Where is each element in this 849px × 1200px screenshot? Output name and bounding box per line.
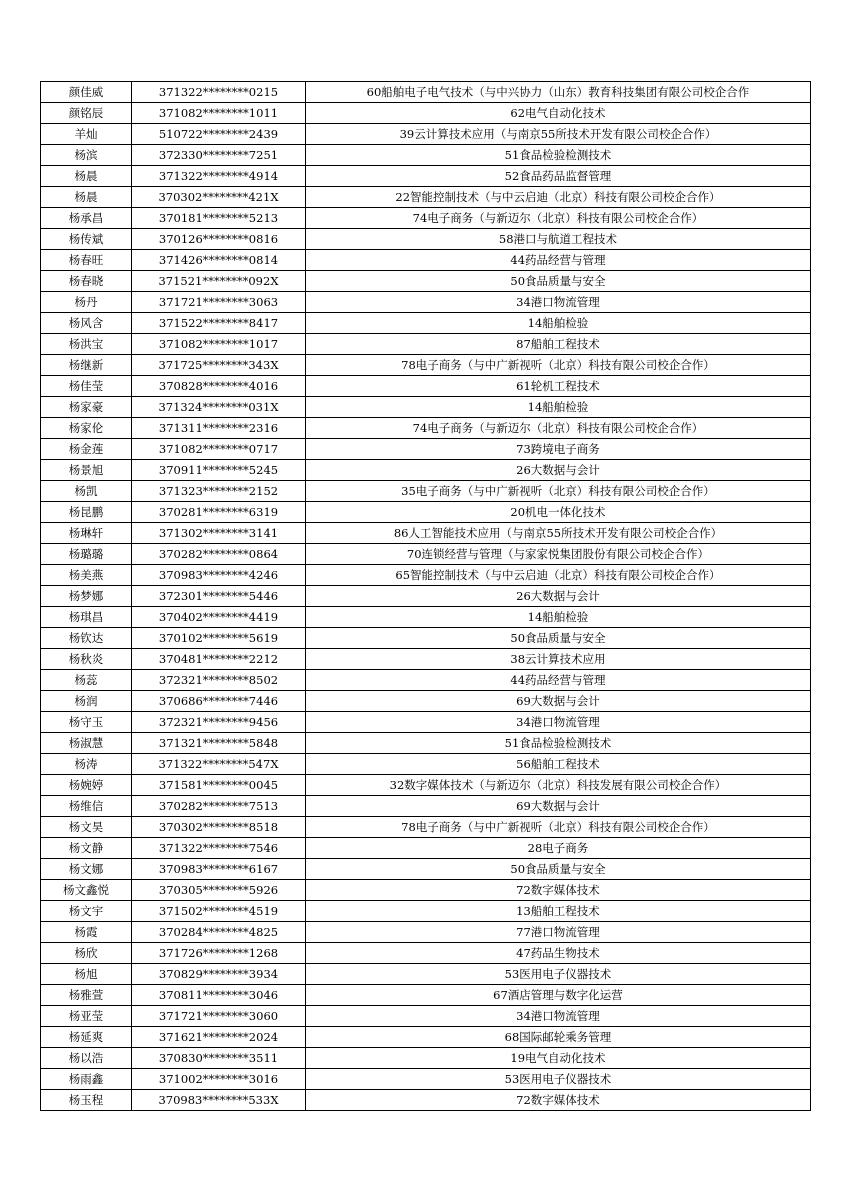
major-cell: 87船舶工程技术 [306, 334, 811, 355]
student-name-cell: 杨欣 [41, 943, 132, 964]
major-cell: 14船舶检验 [306, 313, 811, 334]
table-row [41, 523, 811, 544]
student-name-cell: 杨晨 [41, 187, 132, 208]
id-number-cell: 370686********7446 [132, 691, 306, 712]
student-name-cell: 杨琳轩 [41, 523, 132, 544]
major-cell: 86人工智能技术应用（与南京55所技术开发有限公司校企合作） [306, 523, 811, 544]
major-cell: 14船舶检验 [306, 397, 811, 418]
table-row [41, 1069, 811, 1090]
table-row [41, 859, 811, 880]
id-number-cell: 372330********7251 [132, 145, 306, 166]
major-cell: 74电子商务（与新迈尔（北京）科技有限公司校企合作） [306, 418, 811, 439]
student-name-cell: 杨润 [41, 691, 132, 712]
table-row [41, 691, 811, 712]
table-row [41, 397, 811, 418]
table-row [41, 964, 811, 985]
roster-table [40, 81, 811, 1111]
id-number-cell: 371322********547X [132, 754, 306, 775]
student-name-cell: 杨淑慧 [41, 733, 132, 754]
table-row [41, 229, 811, 250]
id-number-cell: 370829********3934 [132, 964, 306, 985]
table-row [41, 103, 811, 124]
table-row [41, 817, 811, 838]
id-number-cell: 371581********0045 [132, 775, 306, 796]
major-cell: 69大数据与会计 [306, 691, 811, 712]
major-cell: 72数字媒体技术 [306, 880, 811, 901]
table-row [41, 670, 811, 691]
major-cell: 38云计算技术应用 [306, 649, 811, 670]
table-row [41, 880, 811, 901]
student-name-cell: 杨文宇 [41, 901, 132, 922]
major-cell: 74电子商务（与新迈尔（北京）科技有限公司校企合作） [306, 208, 811, 229]
id-number-cell: 370284********4825 [132, 922, 306, 943]
table-row [41, 271, 811, 292]
table-row [41, 712, 811, 733]
major-cell: 78电子商务（与中广新视听（北京）科技有限公司校企合作） [306, 355, 811, 376]
major-cell: 50食品质量与安全 [306, 271, 811, 292]
id-number-cell: 370828********4016 [132, 376, 306, 397]
id-number-cell: 510722********2439 [132, 124, 306, 145]
table-row [41, 943, 811, 964]
major-cell: 51食品检验检测技术 [306, 733, 811, 754]
major-cell: 58港口与航道工程技术 [306, 229, 811, 250]
student-name-cell: 杨旭 [41, 964, 132, 985]
student-name-cell: 颜佳威 [41, 82, 132, 103]
id-number-cell: 371322********0215 [132, 82, 306, 103]
major-cell: 34港口物流管理 [306, 712, 811, 733]
major-cell: 26大数据与会计 [306, 460, 811, 481]
student-name-cell: 杨承昌 [41, 208, 132, 229]
id-number-cell: 371322********4914 [132, 166, 306, 187]
id-number-cell: 371324********031X [132, 397, 306, 418]
table-row [41, 439, 811, 460]
major-cell: 78电子商务（与中广新视听（北京）科技有限公司校企合作） [306, 817, 811, 838]
major-cell: 19电气自动化技术 [306, 1048, 811, 1069]
student-name-cell: 杨琪昌 [41, 607, 132, 628]
id-number-cell: 370402********4419 [132, 607, 306, 628]
student-name-cell: 杨维信 [41, 796, 132, 817]
id-number-cell: 371302********3141 [132, 523, 306, 544]
student-name-cell: 杨继新 [41, 355, 132, 376]
student-name-cell: 杨春旺 [41, 250, 132, 271]
student-name-cell: 杨景旭 [41, 460, 132, 481]
major-cell: 34港口物流管理 [306, 1006, 811, 1027]
major-cell: 53医用电子仪器技术 [306, 964, 811, 985]
id-number-cell: 371721********3060 [132, 1006, 306, 1027]
id-number-cell: 370302********421X [132, 187, 306, 208]
id-number-cell: 371726********1268 [132, 943, 306, 964]
student-name-cell: 杨钦达 [41, 628, 132, 649]
id-number-cell: 370983********6167 [132, 859, 306, 880]
table-row [41, 733, 811, 754]
id-number-cell: 370983********533X [132, 1090, 306, 1111]
id-number-cell: 371082********1017 [132, 334, 306, 355]
table-row [41, 754, 811, 775]
student-name-cell: 杨家豪 [41, 397, 132, 418]
id-number-cell: 372321********8502 [132, 670, 306, 691]
major-cell: 44药品经营与管理 [306, 670, 811, 691]
student-name-cell: 杨璐璐 [41, 544, 132, 565]
student-name-cell: 杨传斌 [41, 229, 132, 250]
major-cell: 34港口物流管理 [306, 292, 811, 313]
student-name-cell: 杨丹 [41, 292, 132, 313]
table-row [41, 565, 811, 586]
id-number-cell: 370102********5619 [132, 628, 306, 649]
major-cell: 26大数据与会计 [306, 586, 811, 607]
id-number-cell: 371521********092X [132, 271, 306, 292]
id-number-cell: 372321********9456 [132, 712, 306, 733]
id-number-cell: 370305********5926 [132, 880, 306, 901]
student-name-cell: 杨蕊 [41, 670, 132, 691]
id-number-cell: 371621********2024 [132, 1027, 306, 1048]
id-number-cell: 370983********4246 [132, 565, 306, 586]
major-cell: 53医用电子仪器技术 [306, 1069, 811, 1090]
id-number-cell: 371502********4519 [132, 901, 306, 922]
major-cell: 65智能控制技术（与中云启迪（北京）科技有限公司校企合作） [306, 565, 811, 586]
major-cell: 39云计算技术应用（与南京55所技术开发有限公司校企合作） [306, 124, 811, 145]
table-row [41, 355, 811, 376]
table-row [41, 628, 811, 649]
major-cell: 60船舶电子电气技术（与中兴协力（山东）教育科技集团有限公司校企合作 [306, 82, 811, 103]
student-name-cell: 杨春晓 [41, 271, 132, 292]
student-name-cell: 杨文鑫悦 [41, 880, 132, 901]
major-cell: 22智能控制技术（与中云启迪（北京）科技有限公司校企合作） [306, 187, 811, 208]
id-number-cell: 370481********2212 [132, 649, 306, 670]
id-number-cell: 371322********7546 [132, 838, 306, 859]
student-name-cell: 颜铭辰 [41, 103, 132, 124]
student-name-cell: 杨文静 [41, 838, 132, 859]
major-cell: 14船舶检验 [306, 607, 811, 628]
table-row [41, 775, 811, 796]
student-name-cell: 杨昆鹏 [41, 502, 132, 523]
table-row [41, 313, 811, 334]
table-row [41, 166, 811, 187]
id-number-cell: 371426********0814 [132, 250, 306, 271]
student-name-cell: 杨金莲 [41, 439, 132, 460]
student-name-cell: 杨滨 [41, 145, 132, 166]
major-cell: 20机电一体化技术 [306, 502, 811, 523]
table-row [41, 292, 811, 313]
table-row [41, 544, 811, 565]
table-row [41, 334, 811, 355]
student-name-cell: 杨玉程 [41, 1090, 132, 1111]
major-cell: 67酒店管理与数字化运营 [306, 985, 811, 1006]
id-number-cell: 370126********0816 [132, 229, 306, 250]
id-number-cell: 371323********2152 [132, 481, 306, 502]
student-name-cell: 杨霞 [41, 922, 132, 943]
major-cell: 47药品生物技术 [306, 943, 811, 964]
student-name-cell: 杨文娜 [41, 859, 132, 880]
student-name-cell: 杨风含 [41, 313, 132, 334]
id-number-cell: 370302********8518 [132, 817, 306, 838]
id-number-cell: 371002********3016 [132, 1069, 306, 1090]
student-name-cell: 杨佳莹 [41, 376, 132, 397]
student-name-cell: 杨文昊 [41, 817, 132, 838]
table-row [41, 208, 811, 229]
student-name-cell: 杨凯 [41, 481, 132, 502]
student-name-cell: 杨雨鑫 [41, 1069, 132, 1090]
table-row [41, 922, 811, 943]
student-name-cell: 杨婉婷 [41, 775, 132, 796]
table-row [41, 838, 811, 859]
table-row [41, 649, 811, 670]
table-row [41, 82, 811, 103]
student-name-cell: 杨洪宝 [41, 334, 132, 355]
student-name-cell: 杨亚莹 [41, 1006, 132, 1027]
major-cell: 72数字媒体技术 [306, 1090, 811, 1111]
id-number-cell: 370811********3046 [132, 985, 306, 1006]
table-row [41, 481, 811, 502]
id-number-cell: 372301********5446 [132, 586, 306, 607]
major-cell: 44药品经营与管理 [306, 250, 811, 271]
table-row [41, 796, 811, 817]
major-cell: 32数字媒体技术（与新迈尔（北京）科技发展有限公司校企合作） [306, 775, 811, 796]
id-number-cell: 370282********7513 [132, 796, 306, 817]
student-name-cell: 杨秋炎 [41, 649, 132, 670]
major-cell: 52食品药品监督管理 [306, 166, 811, 187]
table-row [41, 1090, 811, 1111]
student-name-cell: 杨雅萱 [41, 985, 132, 1006]
id-number-cell: 371522********8417 [132, 313, 306, 334]
table-row [41, 502, 811, 523]
major-cell: 28电子商务 [306, 838, 811, 859]
id-number-cell: 371725********343X [132, 355, 306, 376]
major-cell: 35电子商务（与中广新视听（北京）科技有限公司校企合作） [306, 481, 811, 502]
table-row [41, 1027, 811, 1048]
table-row [41, 586, 811, 607]
major-cell: 70连锁经营与管理（与家家悦集团股份有限公司校企合作） [306, 544, 811, 565]
major-cell: 69大数据与会计 [306, 796, 811, 817]
student-name-cell: 杨家伦 [41, 418, 132, 439]
student-name-cell: 杨梦娜 [41, 586, 132, 607]
student-name-cell: 杨涛 [41, 754, 132, 775]
major-cell: 73跨境电子商务 [306, 439, 811, 460]
major-cell: 62电气自动化技术 [306, 103, 811, 124]
id-number-cell: 371082********0717 [132, 439, 306, 460]
roster-body [41, 82, 811, 1111]
student-name-cell: 杨以浩 [41, 1048, 132, 1069]
table-row [41, 985, 811, 1006]
major-cell: 50食品质量与安全 [306, 628, 811, 649]
major-cell: 68国际邮轮乘务管理 [306, 1027, 811, 1048]
table-row [41, 187, 811, 208]
table-row [41, 376, 811, 397]
table-row [41, 418, 811, 439]
id-number-cell: 370181********5213 [132, 208, 306, 229]
major-cell: 13船舶工程技术 [306, 901, 811, 922]
table-row [41, 250, 811, 271]
table-row [41, 1006, 811, 1027]
table-row [41, 1048, 811, 1069]
student-name-cell: 杨守玉 [41, 712, 132, 733]
major-cell: 61轮机工程技术 [306, 376, 811, 397]
major-cell: 50食品质量与安全 [306, 859, 811, 880]
id-number-cell: 371321********5848 [132, 733, 306, 754]
student-name-cell: 杨延爽 [41, 1027, 132, 1048]
id-number-cell: 370282********0864 [132, 544, 306, 565]
student-name-cell: 杨美燕 [41, 565, 132, 586]
id-number-cell: 370911********5245 [132, 460, 306, 481]
id-number-cell: 371721********3063 [132, 292, 306, 313]
student-name-cell: 羊灿 [41, 124, 132, 145]
major-cell: 51食品检验检测技术 [306, 145, 811, 166]
id-number-cell: 371311********2316 [132, 418, 306, 439]
table-row [41, 901, 811, 922]
major-cell: 56船舶工程技术 [306, 754, 811, 775]
id-number-cell: 370281********6319 [132, 502, 306, 523]
id-number-cell: 370830********3511 [132, 1048, 306, 1069]
id-number-cell: 371082********1011 [132, 103, 306, 124]
table-row [41, 607, 811, 628]
student-name-cell: 杨晨 [41, 166, 132, 187]
table-row [41, 145, 811, 166]
major-cell: 77港口物流管理 [306, 922, 811, 943]
table-row [41, 460, 811, 481]
table-row [41, 124, 811, 145]
